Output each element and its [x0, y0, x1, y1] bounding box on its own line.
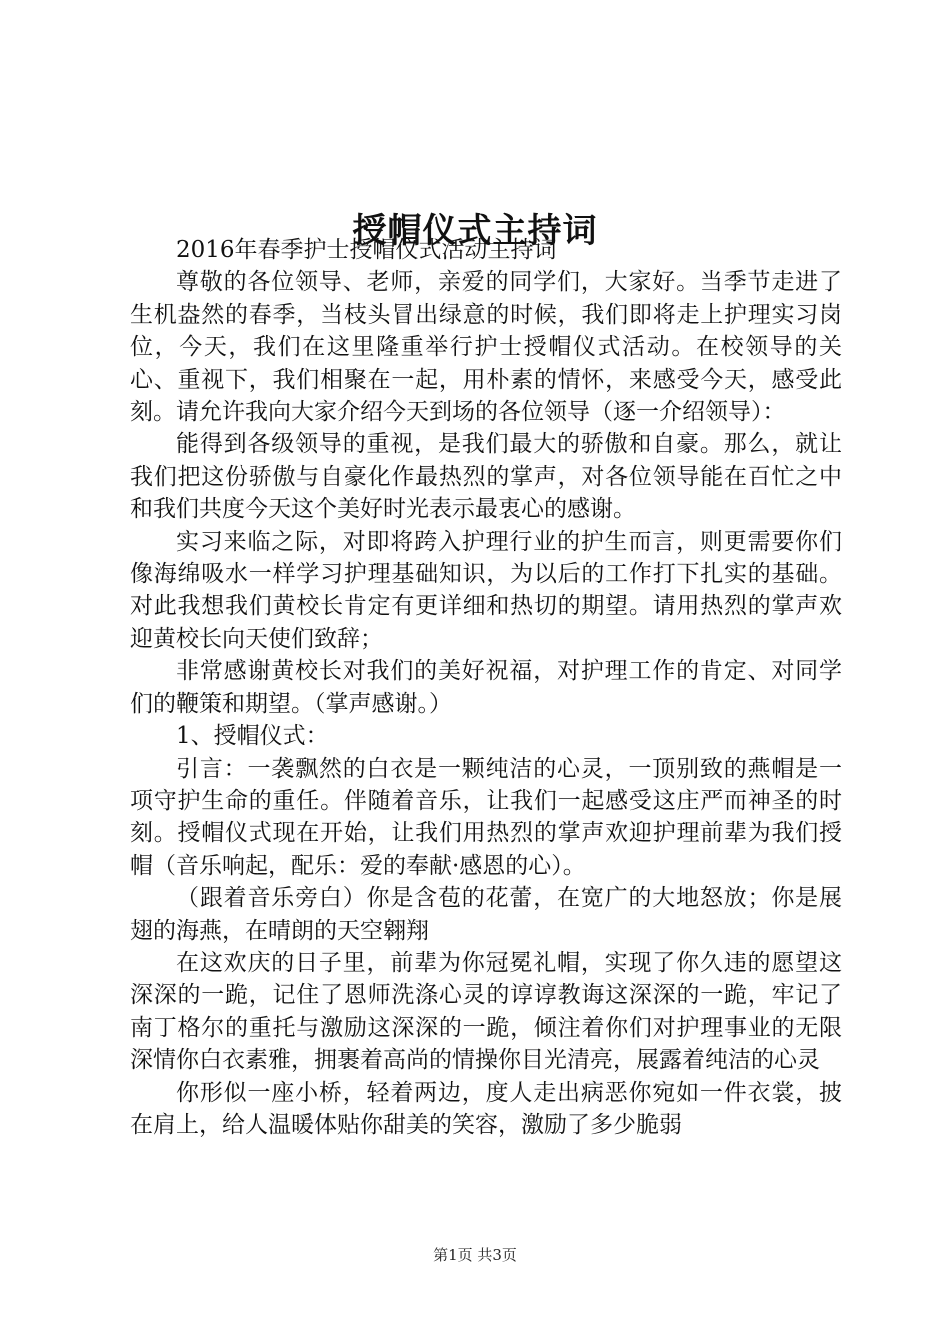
paragraph-principal-intro: 实习来临之际，对即将跨入护理行业的护生而言，则更需要你们像海绵吸水一样学习护理基础知识，为以后的工作打下扎实的基础。对此我想我们黄校长肯定有更详细和热切的期望。请用热烈的掌声欢迎黄校长向天使们致辞；: [130, 528, 842, 652]
section-heading-capping: 1、授帽仪式：: [176, 723, 329, 750]
document-body: [130, 234, 842, 1141]
paragraph-subtitle: 2016年春季护士授帽仪式活动主持词: [176, 237, 557, 263]
document-title: 授帽仪式主持词: [352, 210, 598, 251]
paragraph-celebration: 在这欢庆的日子里，前辈为你冠冕礼帽，实现了你久违的愿望这深深的一跪，记住了恩师洗涤心灵的谆谆教诲这深深的一跪，牢记了南丁格尔的重托与激励这深深的一跪，倾注着你们对护理事业的无限深情你白衣素雅，拥裹着高尚的情操你目光清亮，展露着纯洁的心灵: [130, 949, 842, 1074]
paragraph-narration: （跟着音乐旁白）你是含苞的花蕾，在宽广的大地怒放；你是展翅的海燕，在晴朗的天空翱翔: [130, 885, 842, 944]
paragraph-bridge: 你形似一座小桥，轻着两边，度人走出病恶你宛如一件衣裳，披在肩上，给人温暖体贴你甜美的笑容，激励了多少脆弱: [130, 1079, 842, 1138]
page-footer: 第1页 共3页: [433, 1246, 517, 1264]
paragraph-thanks-leaders: 能得到各级领导的重视，是我们最大的骄傲和自豪。那么，就让我们把这份骄傲与自豪化作最热烈的掌声，对各位领导能在百忙之中和我们共度今天这个美好时光表示最衷心的感谢。: [130, 431, 842, 523]
paragraph-principal-thanks: 非常感谢黄校长对我们的美好祝福，对护理工作的肯定、对同学们的鞭策和期望。（掌声感谢。）: [130, 658, 842, 717]
paragraph-introduction: 引言：一袭飘然的白衣是一颗纯洁的心灵，一顶别致的燕帽是一项守护生命的重任。伴随着音乐，让我们一起感受这庄严而神圣的时刻。授帽仪式现在开始，让我们用热烈的掌声欢迎护理前辈为我们授帽（音乐响起，配乐：爱的奉献·感恩的心）。: [130, 755, 842, 879]
paragraph-greeting: 尊敬的各位领导、老师，亲爱的同学们，大家好。当季节走进了生机盎然的春季，当枝头冒出绿意的时候，我们即将走上护理实习岗位，今天，我们在这里隆重举行护士授帽仪式活动。在校领导的关心、重视下，我们相聚在一起，用朴素的情怀，来感受今天，感受此刻。请允许我向大家介绍今天到场的各位领导（逐一介绍领导）：: [130, 269, 842, 426]
